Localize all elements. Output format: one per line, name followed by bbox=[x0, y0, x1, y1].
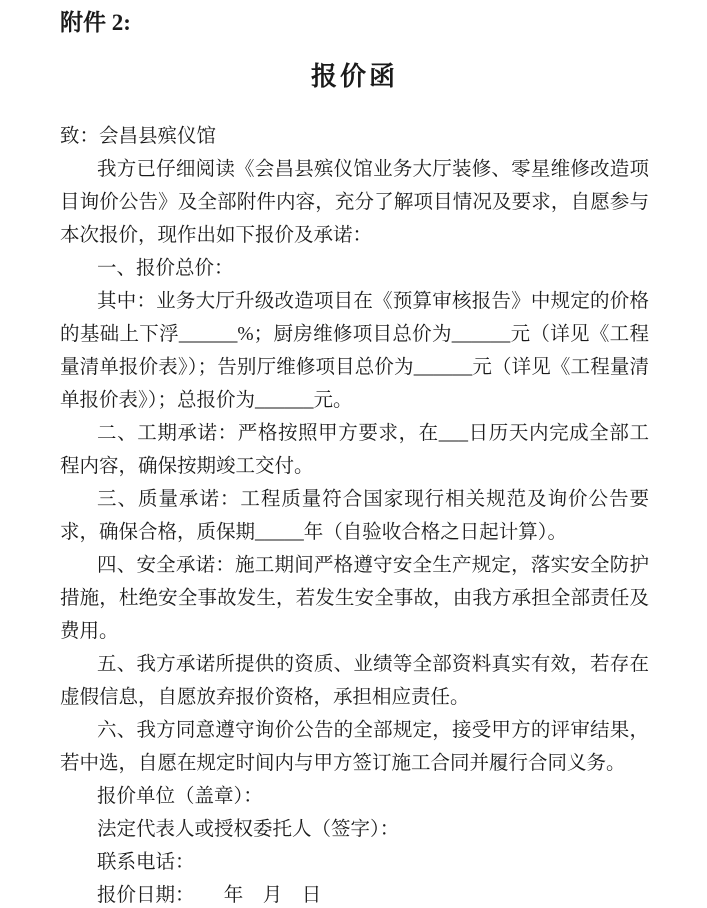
paragraph-12: 联系电话： bbox=[97, 852, 195, 873]
document-title: 报价函 bbox=[310, 62, 398, 91]
paragraph-13: 报价日期： 年 月 日 bbox=[97, 885, 322, 906]
paragraph-8: 五、我方承诺所提供的资质、业绩等全部资料真实有效，若存在虚假信息，自愿放弃报价资格，承担相应责任。 bbox=[60, 654, 649, 708]
paragraph-1: 致：会昌县殡仪馆 bbox=[60, 126, 217, 147]
paragraph-2: 我方已仔细阅读《会昌县殡仪馆业务大厅装修、零星维修改造项目询价公告》及全部附件内容，充分了解项目情况及要求，自愿参与本次报价，现作出如下报价及承诺： bbox=[60, 159, 649, 246]
paragraph-7: 四、安全承诺：施工期间严格遵守安全生产规定，落实安全防护措施，杜绝安全事故发生，若发生安全事故，由我方承担全部责任及费用。 bbox=[60, 555, 649, 642]
paragraph-6: 三、质量承诺：工程质量符合国家现行相关规范及询价公告要求，确保合格，质保期_____年（自验收合格之日起计算）。 bbox=[60, 489, 649, 543]
document-body bbox=[60, 120, 649, 908]
attachment-label: 附件 2: bbox=[60, 10, 131, 35]
paragraph-3: 一、报价总价： bbox=[97, 258, 234, 279]
paragraph-5: 二、工期承诺：严格按照甲方要求，在___日历天内完成全部工程内容，确保按期竣工交付。 bbox=[60, 423, 649, 477]
paragraph-10: 报价单位（盖章）： bbox=[97, 786, 263, 807]
paragraph-4: 其中：业务大厅升级改造项目在《预算审核报告》中规定的价格的基础上下浮______%；厨房维修项目总价为______元（详见《工程量清单报价表》）；告别厅维修项目总价为______元（详见《工程量清单报价表》）；总报价为______元。 bbox=[60, 291, 649, 411]
paragraph-9: 六、我方同意遵守询价公告的全部规定，接受甲方的评审结果，若中选，自愿在规定时间内与甲方签订施工合同并履行合同义务。 bbox=[60, 720, 649, 774]
paragraph-11: 法定代表人或授权委托人（签字）： bbox=[97, 819, 400, 840]
